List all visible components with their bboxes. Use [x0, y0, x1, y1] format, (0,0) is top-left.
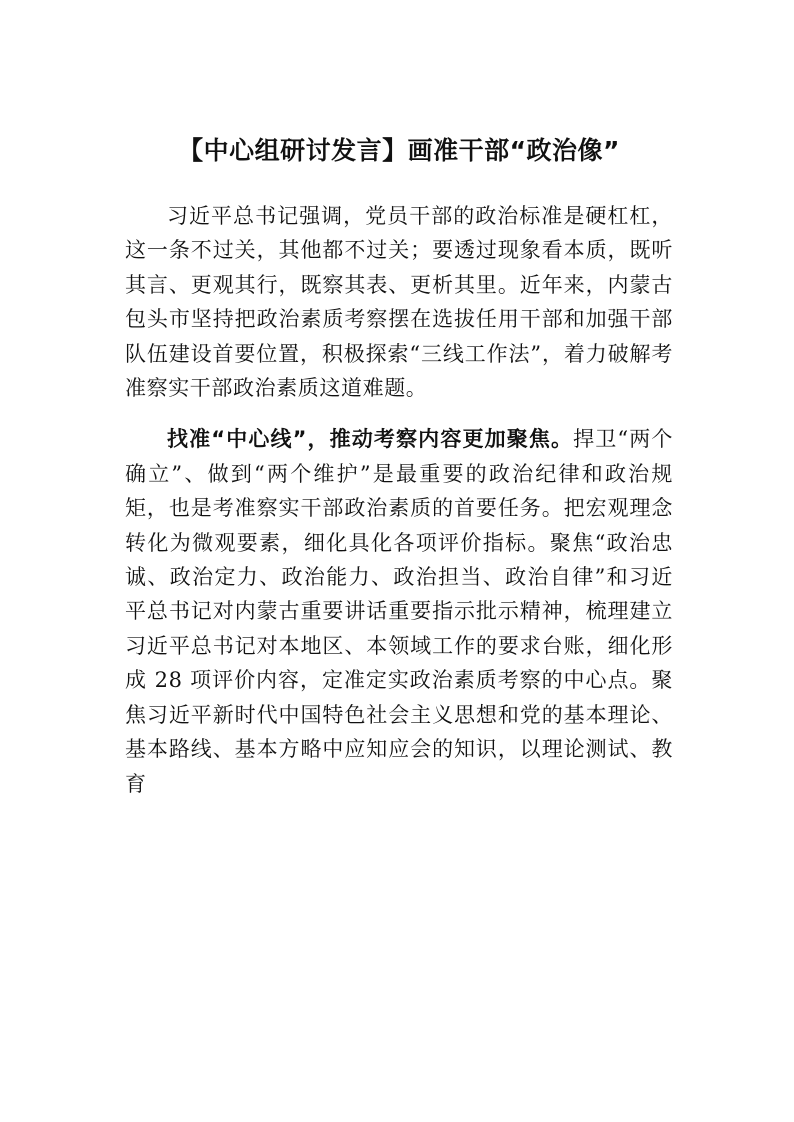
document-title: 【中心组研讨发言】画准干部“政治像” [178, 136, 620, 165]
paragraph-text: 习近平总书记强调，党员干部的政治标准是硬杠杠，这一条不过关，其他都不过关；要透过现象看本质，既听其言、更观其行，既察其表、更析其里。近年来，内蒙古包头市坚持把政治素质考察摆在选拔任用干部和加强干部队伍建设首要位置，积极探索“三线工作法”，着力破解考准察实干部政治素质这道难题。 [125, 204, 673, 401]
body-paragraph-center-line [125, 422, 673, 800]
paragraph-text: 捍卫“两个确立”、做到“两个维护”是最重要的政治纪律和政治规矩，也是考准察实干部政治素质的首要任务。把宏观理念转化为微观要素，细化具化各项评价指标。聚焦“政治忠诚、政治定力、政治能力、政治担当、政治自律”和习近平总书记对内蒙古重要讲话重要指示批示精神，梳理建立习近平总书记对本地区、本领域工作的要求台账，细化形成 28 项评价内容，定准定实政治素质考察的中心点。聚焦习近平新时代中国特色社会主义思想和党的基本理论、基本路线、基本方略中应知应会的知识，以理论测试、教育 [125, 427, 673, 796]
paragraph-lead-heading: 找准“中心线”，推动考察内容更加聚焦。 [167, 427, 574, 452]
body-paragraph-intro [125, 199, 673, 405]
